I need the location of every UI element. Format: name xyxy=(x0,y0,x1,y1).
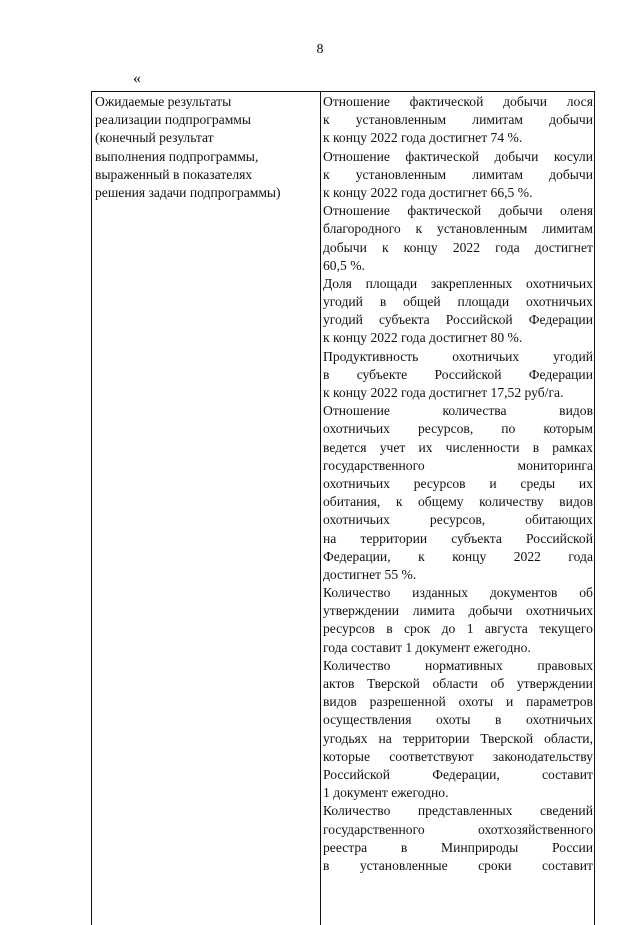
right-cell-line: Отношение фактической добычи косули xyxy=(323,148,593,164)
right-cell-line: на территории субъекта Российской xyxy=(323,530,593,546)
right-cell-line: охотничьих ресурсов, по которым xyxy=(323,421,593,437)
right-cell-line: охотничьих ресурсов, обитающих xyxy=(323,512,593,528)
right-cell-line: которые соответствуют законодательству xyxy=(323,748,593,764)
right-cell-line: государственного мониторинга xyxy=(323,457,593,473)
right-cell-line: Доля площади закрепленных охотничьих xyxy=(323,275,593,291)
expected-results-values-cell xyxy=(321,92,596,875)
right-cell-line: государственного охотхозяйственного xyxy=(323,821,593,837)
right-cell-line: угодьях на территории Тверской области, xyxy=(323,730,593,746)
right-cell-line: охотничьих ресурсов и среды их xyxy=(323,475,593,491)
right-cell-line: видов разрешенной охоты и параметров xyxy=(323,694,593,710)
right-cell-line: достигнет 55 %. xyxy=(323,566,417,582)
right-cell-line: Отношение фактической добычи лося xyxy=(323,94,593,109)
right-cell-line: Отношение количества видов xyxy=(323,403,593,419)
right-cell-line: к концу 2022 года достигнет 66,5 %. xyxy=(323,184,533,200)
right-cell-line: 1 документ ежегодно. xyxy=(323,785,449,801)
right-cell-line: утверждении лимита добычи охотничьих xyxy=(323,603,593,619)
right-cell-line: к концу 2022 года достигнет 80 %. xyxy=(323,330,523,346)
right-cell-line: Количество изданных документов об xyxy=(323,585,593,601)
opening-quotation-mark: « xyxy=(133,70,141,87)
right-cell-line: угодий субъекта Российской Федерации xyxy=(323,312,593,328)
right-cell-line: Отношение фактической добычи оленя xyxy=(323,203,593,219)
right-cell-line: добычи к концу 2022 года достигнет xyxy=(323,239,593,255)
expected-results-label-cell xyxy=(92,92,320,202)
right-cell-line: актов Тверской области об утверждении xyxy=(323,676,593,691)
right-cell-line: осуществления охоты в охотничьих xyxy=(323,712,593,728)
right-cell-line: благородного к установленным лимитам xyxy=(323,221,593,237)
right-cell-line: к установленным лимитам добычи xyxy=(323,112,593,128)
right-cell-line: Российской Федерации, составит xyxy=(323,766,593,782)
left-cell-line: реализации подпрограммы xyxy=(95,112,252,128)
left-cell-line: Ожидаемые результаты xyxy=(95,94,232,109)
right-cell-line: 60,5 %. xyxy=(323,257,365,273)
right-cell-line: Количество представленных сведений xyxy=(323,803,593,819)
page-number: 8 xyxy=(316,42,324,57)
right-cell-line: ведется учет их численности в рамках xyxy=(323,439,593,455)
left-cell-line: выраженный в показателях xyxy=(95,166,253,182)
left-cell-line: решения задачи подпрограммы) xyxy=(95,184,281,200)
right-cell-line: года составит 1 документ ежегодно. xyxy=(323,639,531,655)
right-cell-line: в субъекте Российской Федерации xyxy=(323,366,593,382)
left-cell-line: (конечный результат xyxy=(95,130,214,146)
right-cell-line: ресурсов в срок до 1 августа текущего xyxy=(323,621,593,637)
right-cell-line: Продуктивность охотничьих угодий xyxy=(323,348,593,364)
left-cell-line: выполнения подпрограммы, xyxy=(95,148,259,164)
right-cell-line: реестра в Минприроды России xyxy=(323,839,593,855)
right-cell-line: к установленным лимитам добычи xyxy=(323,166,593,182)
right-cell-line: обитания, к общему количеству видов xyxy=(323,494,593,510)
right-cell-line: Количество нормативных правовых xyxy=(323,657,593,673)
right-cell-line: в установленные сроки составит xyxy=(323,857,593,873)
right-cell-line: угодий в общей площади охотничьих xyxy=(323,294,593,310)
right-cell-line: к концу 2022 года достигнет 74 %. xyxy=(323,130,523,146)
right-cell-line: к концу 2022 года достигнет 17,52 руб/га. xyxy=(323,385,564,400)
right-cell-line: Федерации, к концу 2022 года xyxy=(323,548,593,564)
results-table xyxy=(91,91,595,925)
